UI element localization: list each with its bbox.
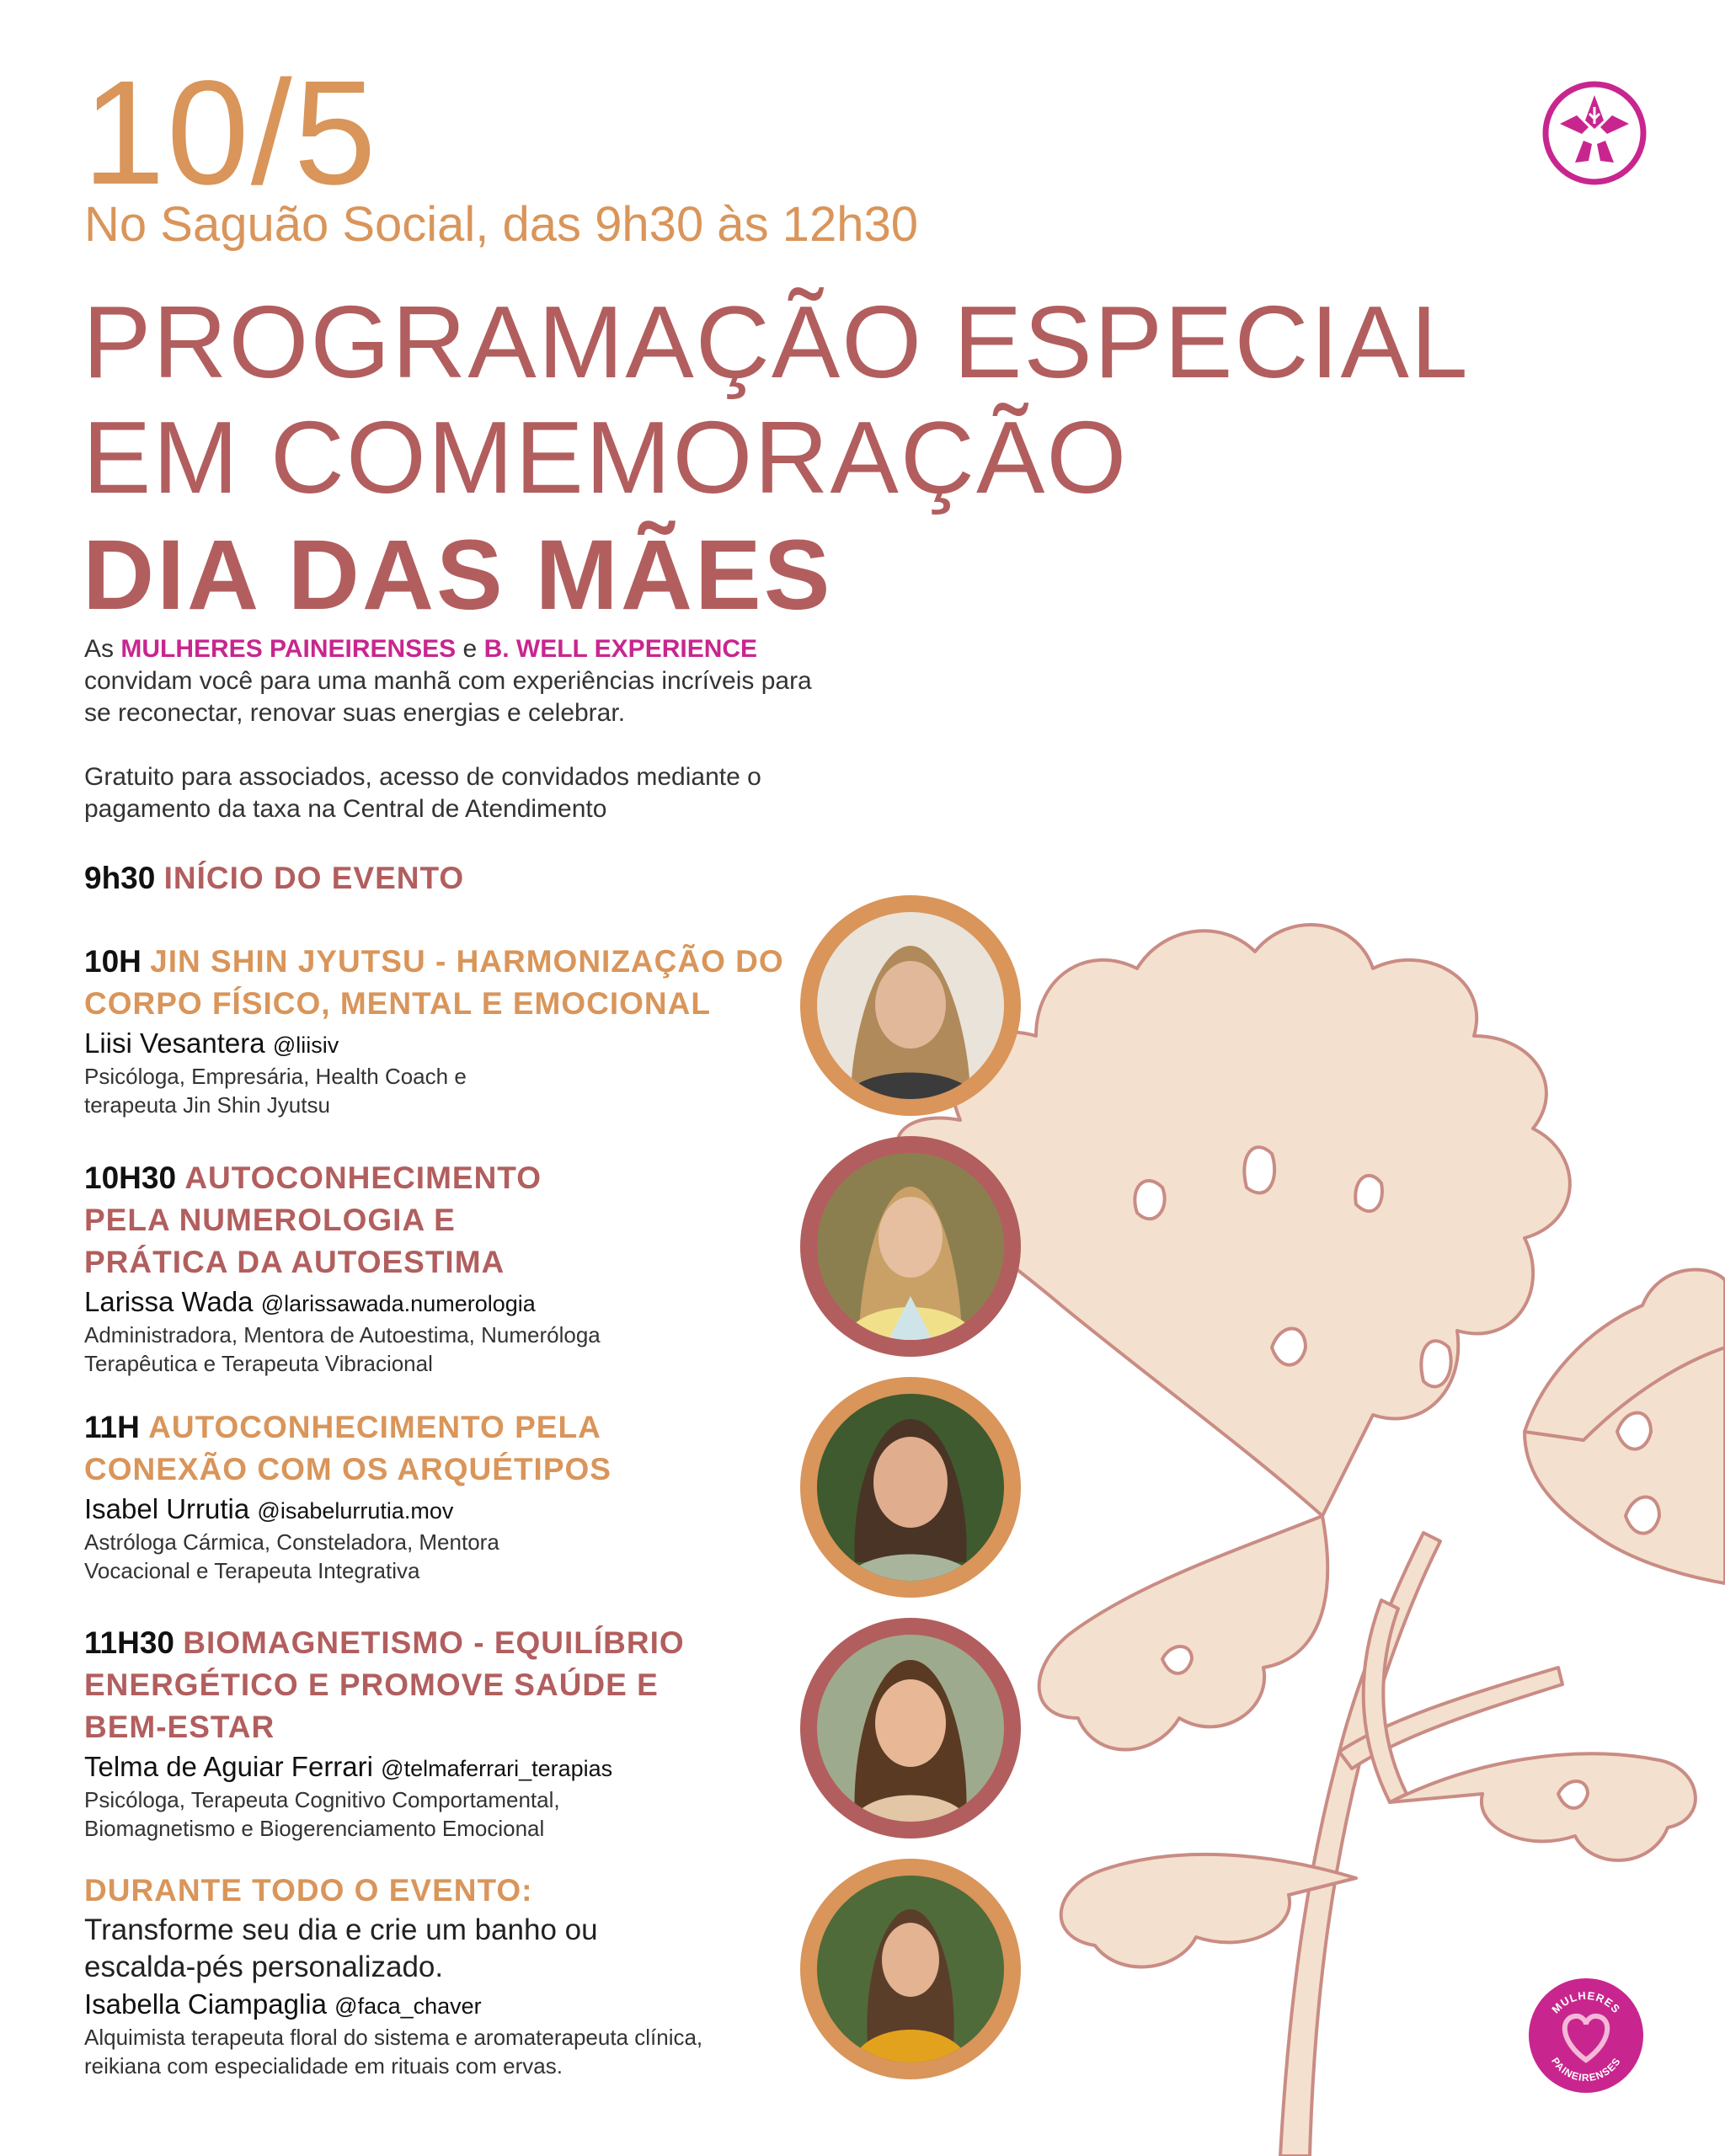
schedule-item xyxy=(84,1622,809,1843)
schedule-item xyxy=(84,1406,809,1585)
schedule-title: JIN SHIN JYUTSU - HARMONIZAÇÃO DO CORPO FÍSICO, MENTAL E EMOCIONAL xyxy=(84,944,784,1021)
portrait-placeholder-icon xyxy=(817,912,1004,1099)
speaker-handle: @liisiv xyxy=(272,1033,339,1058)
schedule-time: 11H xyxy=(84,1410,140,1444)
org-bwell-experience: B. WELL EXPERIENCE xyxy=(483,635,758,663)
schedule-title: DURANTE TODO O EVENTO: xyxy=(84,1873,533,1908)
club-logo-icon xyxy=(1541,80,1648,186)
headline-line-3: DIA DAS MÃES xyxy=(83,520,833,632)
speaker-name: Telma de Aguiar Ferrari xyxy=(84,1751,373,1782)
speaker-handle: @larissawada.numerologia xyxy=(260,1291,536,1316)
schedule-title: AUTOCONHECIMENTO PELA CONEXÃO COM OS ARQUÉTIPOS xyxy=(84,1410,611,1486)
speaker-photo xyxy=(800,895,1021,1116)
portrait-placeholder-icon xyxy=(817,1153,1004,1340)
schedule-time: 11H30 xyxy=(84,1625,174,1660)
schedule-title: AUTOCONHECIMENTO PELA NUMEROLOGIA E PRÁTICA DA AUTOESTIMA xyxy=(84,1161,542,1279)
access-note: Gratuito para associados, acesso de convidados mediante o pagamento da taxa na Central de Atendimento xyxy=(84,763,761,823)
schedule-title: INÍCIO DO EVENTO xyxy=(163,861,465,895)
intro-connector: e xyxy=(456,635,484,663)
activity-description: Transforme seu dia e crie um banho ou escalda-pés personalizado. xyxy=(84,1913,598,1983)
speaker-photo xyxy=(800,1618,1021,1838)
speaker-photo xyxy=(800,1859,1021,2079)
speaker-handle: @isabelurrutia.mov xyxy=(257,1498,454,1524)
mulheres-paineirenses-logo xyxy=(1526,1976,1646,2095)
schedule-start xyxy=(84,861,464,896)
speaker-name: Isabella Ciampaglia xyxy=(84,1988,327,2020)
headline-line-2: EM COMEMORAÇÃO xyxy=(83,399,1129,515)
logo-text-top: MULHERES xyxy=(1549,1988,1623,2016)
org-mulheres-paineirenses: MULHERES PAINEIRENSES xyxy=(120,635,457,663)
speaker-photo xyxy=(800,1136,1021,1357)
schedule-time: 10H xyxy=(84,944,142,979)
speaker-role: Psicóloga, Terapeuta Cognitivo Comportamental, Biomagnetismo e Biogerenciamento Emocional xyxy=(84,1787,560,1841)
speaker-role: Psicóloga, Empresária, Health Coach e terapeuta Jin Shin Jyutsu xyxy=(84,1064,467,1118)
logo-text-bottom: PAINEIRENSES xyxy=(1549,2055,1623,2084)
intro-text: convidam você para uma manhã com experiências incríveis para se reconectar, renovar suas energias e celebrar. xyxy=(84,667,812,727)
portrait-placeholder-icon xyxy=(817,1635,1004,1822)
speaker-role: Administradora, Mentora de Autoestima, Numeróloga Terapêutica e Terapeuta Vibracional xyxy=(84,1322,601,1376)
event-date: 10/5 xyxy=(83,51,378,216)
speaker-handle: @telmaferrari_terapias xyxy=(381,1756,613,1781)
event-venue: No Saguão Social, das 9h30 às 12h30 xyxy=(84,197,918,252)
speaker-photo xyxy=(800,1377,1021,1598)
schedule-time: 10H30 xyxy=(84,1161,177,1195)
intro-paragraph xyxy=(84,633,842,729)
speaker-role: Alquimista terapeuta floral do sistema e aromaterapeuta clínica, reikiana com especialidade em rituais com ervas. xyxy=(84,2025,703,2079)
schedule-title: BIOMAGNETISMO - EQUILÍBRIO ENERGÉTICO E PROMOVE SAÚDE E BEM-ESTAR xyxy=(84,1625,685,1744)
schedule-item xyxy=(84,941,809,1119)
schedule-item-during xyxy=(84,1870,809,2080)
speaker-role: Astróloga Cármica, Consteladora, Mentora Vocacional e Terapeuta Integrativa xyxy=(84,1529,499,1583)
headline-line-1: PROGRAMAÇÃO ESPECIAL xyxy=(83,285,1470,399)
speaker-name: Liisi Vesantera xyxy=(84,1027,265,1059)
schedule-item xyxy=(84,1157,809,1378)
portrait-placeholder-icon xyxy=(817,1394,1004,1581)
speaker-name: Isabel Urrutia xyxy=(84,1493,250,1524)
schedule-time: 9h30 xyxy=(84,861,156,895)
headline xyxy=(83,285,1470,631)
speaker-name: Larissa Wada xyxy=(84,1286,254,1317)
intro-prefix: As xyxy=(84,635,121,663)
speaker-handle: @faca_chaver xyxy=(334,1993,482,2019)
portrait-placeholder-icon xyxy=(817,1876,1004,2063)
